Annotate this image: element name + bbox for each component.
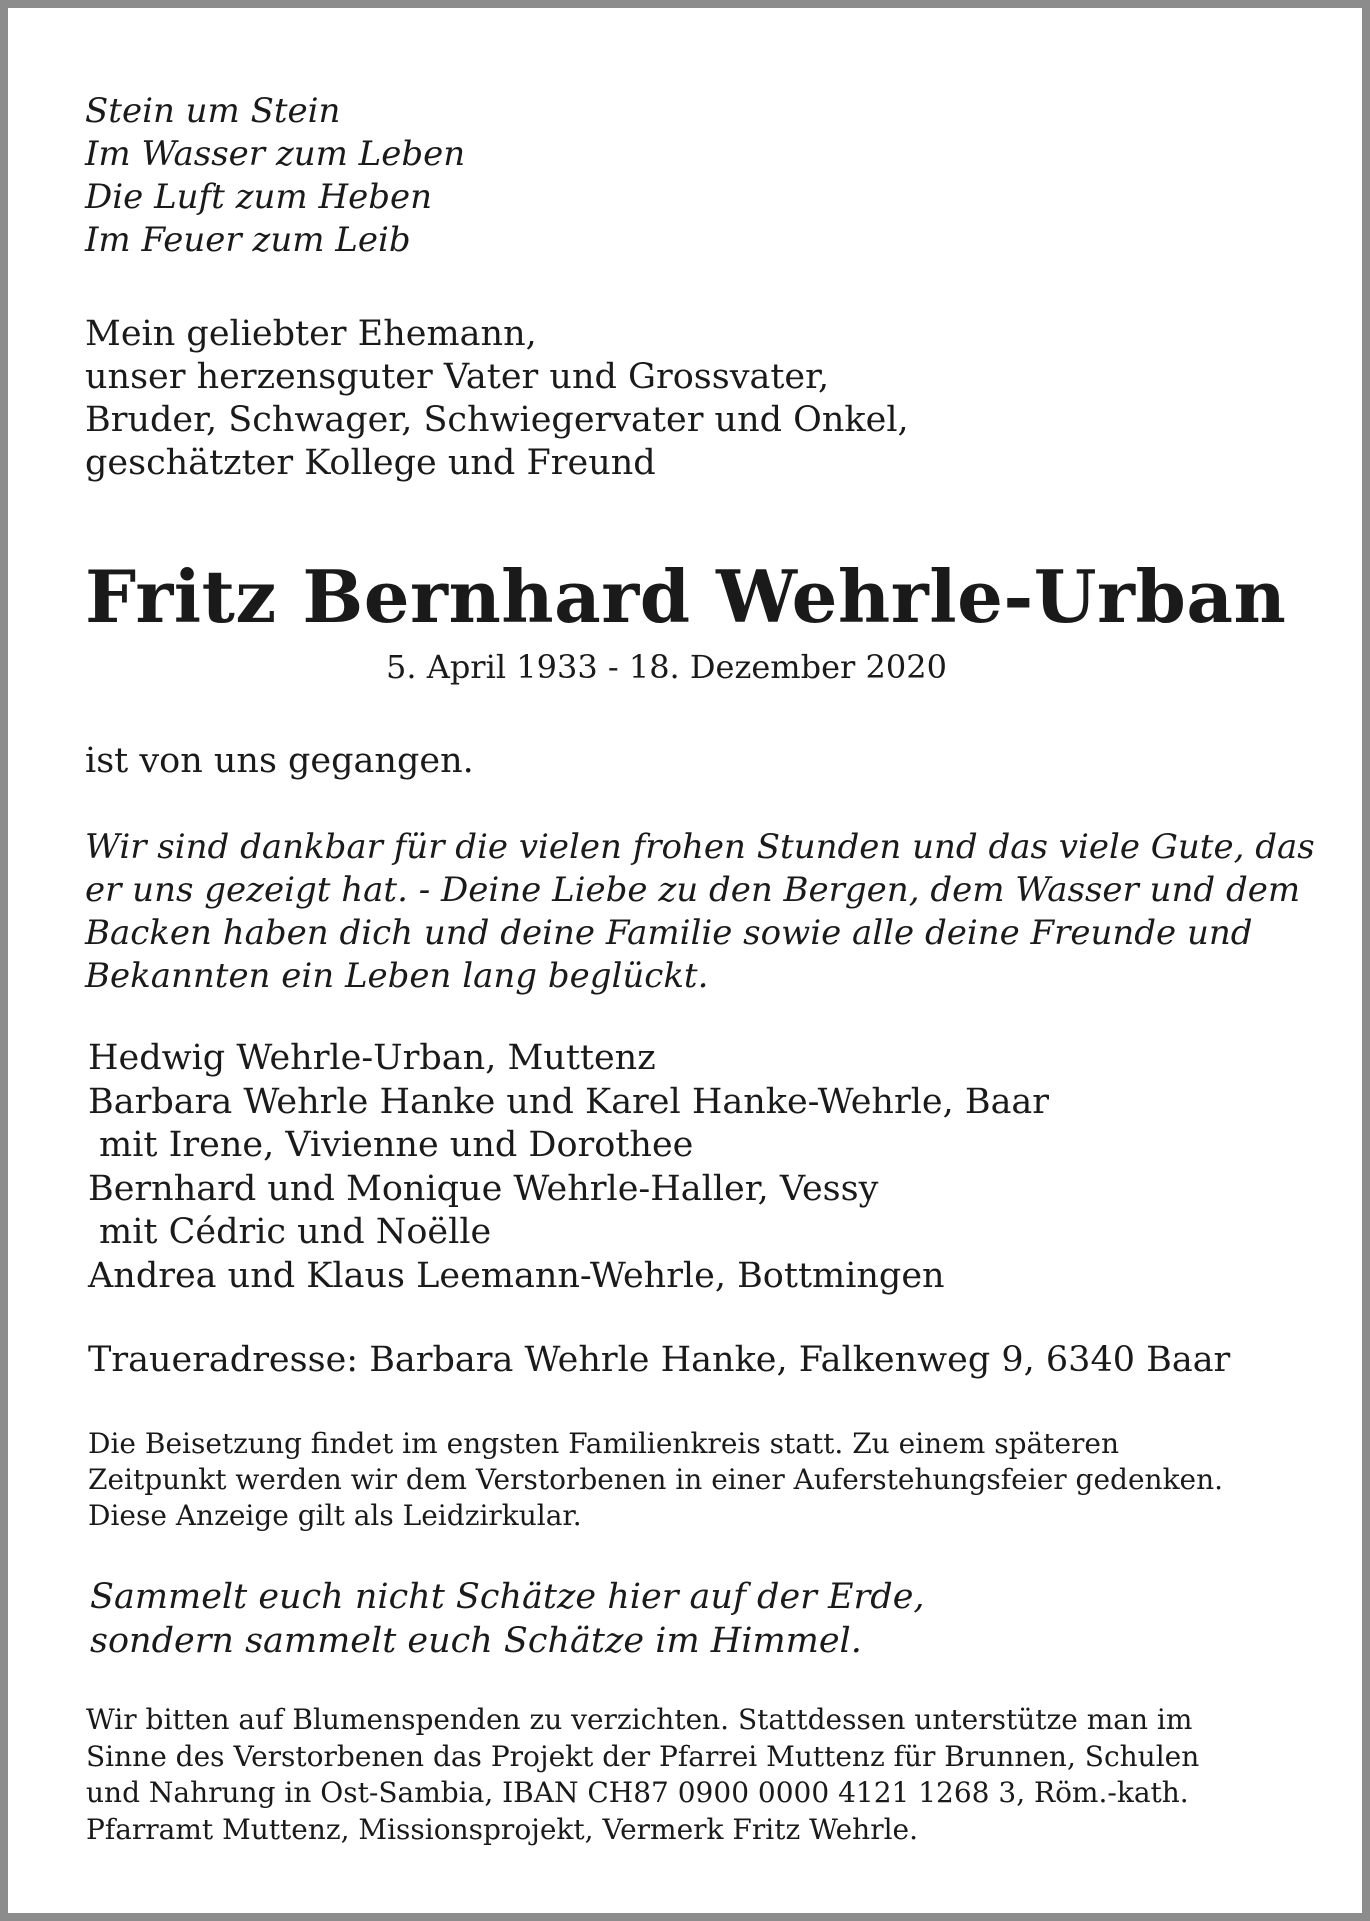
intro-line: geschätzter Kollege und Freund <box>85 443 656 483</box>
gratitude-line: Backen haben dich und deine Familie sowie alle deine Freunde und <box>85 913 1253 953</box>
donation-line: Wir bitten auf Blumenspenden zu verzichten. Stattdessen unterstütze man im <box>86 1703 1193 1736</box>
bible-verse <box>90 1575 925 1663</box>
family-member: Andrea und Klaus Leemann-Wehrle, Bottmingen <box>88 1255 945 1296</box>
poem-line: Im Feuer zum Leib <box>85 220 411 260</box>
family-member: mit Irene, Vivienne und Dorothee <box>99 1125 694 1165</box>
intro-line: Mein geliebter Ehemann, <box>85 314 537 354</box>
family-list <box>88 1037 1049 1298</box>
family-member: Barbara Wehrle Hanke und Karel Hanke-Wehrle, Baar <box>88 1081 1050 1122</box>
intro-line: Bruder, Schwager, Schwiegervater und Onkel, <box>85 400 909 440</box>
poem-line: Die Luft zum Heben <box>85 177 433 217</box>
poem-line: Im Wasser zum Leben <box>85 134 466 174</box>
family-member: Bernhard und Monique Wehrle-Haller, Vessy <box>88 1168 879 1209</box>
opening-poem <box>85 90 465 262</box>
gratitude-text <box>85 826 1315 998</box>
gratitude-line: er uns gezeigt hat. - Deine Liebe zu den Bergen, dem Wasser und dem <box>85 870 1301 910</box>
verse-line: sondern sammelt euch Schätze im Himmel. <box>90 1621 862 1661</box>
notice-line: Zeitpunkt werden wir dem Verstorbenen in einer Auferstehungsfeier gedenken. <box>88 1463 1224 1496</box>
donation-line: und Nahrung in Ost-Sambia, IBAN CH87 0900 0000 4121 1268 3, Röm.-kath. <box>86 1776 1189 1809</box>
deceased-name: Fritz Bernhard Wehrle-Urban <box>85 554 1287 639</box>
donation-line: Sinne des Verstorbenen das Projekt der Pfarrei Muttenz für Brunnen, Schulen <box>86 1739 1200 1773</box>
donation-notice <box>86 1702 1199 1848</box>
intro-text <box>85 313 909 485</box>
life-dates: 5. April 1933 - 18. Dezember 2020 <box>386 648 947 686</box>
verse-line: Sammelt euch nicht Schätze hier auf der Erde, <box>90 1577 925 1617</box>
funeral-notice <box>88 1426 1223 1534</box>
notice-line: Diese Anzeige gilt als Leidzirkular. <box>88 1499 582 1532</box>
intro-line: unser herzensguter Vater und Grossvater, <box>85 357 830 397</box>
poem-line: Stein um Stein <box>85 91 341 131</box>
gratitude-line: Bekannten ein Leben lang beglückt. <box>85 956 709 996</box>
notice-line: Die Beisetzung findet im engsten Familienkreis statt. Zu einem späteren <box>88 1427 1119 1460</box>
gratitude-line: Wir sind dankbar für die vielen frohen Stunden und das viele Gute, das <box>85 827 1315 867</box>
mourning-address: Traueradresse: Barbara Wehrle Hanke, Falkenweg 9, 6340 Baar <box>88 1340 1231 1380</box>
family-member: Hedwig Wehrle-Urban, Muttenz <box>88 1038 656 1078</box>
donation-line: Pfarramt Muttenz, Missionsprojekt, Vermerk Fritz Wehrle. <box>86 1812 919 1846</box>
family-member: mit Cédric und Noëlle <box>99 1212 492 1252</box>
passed-away-text: ist von uns gegangen. <box>85 741 474 781</box>
